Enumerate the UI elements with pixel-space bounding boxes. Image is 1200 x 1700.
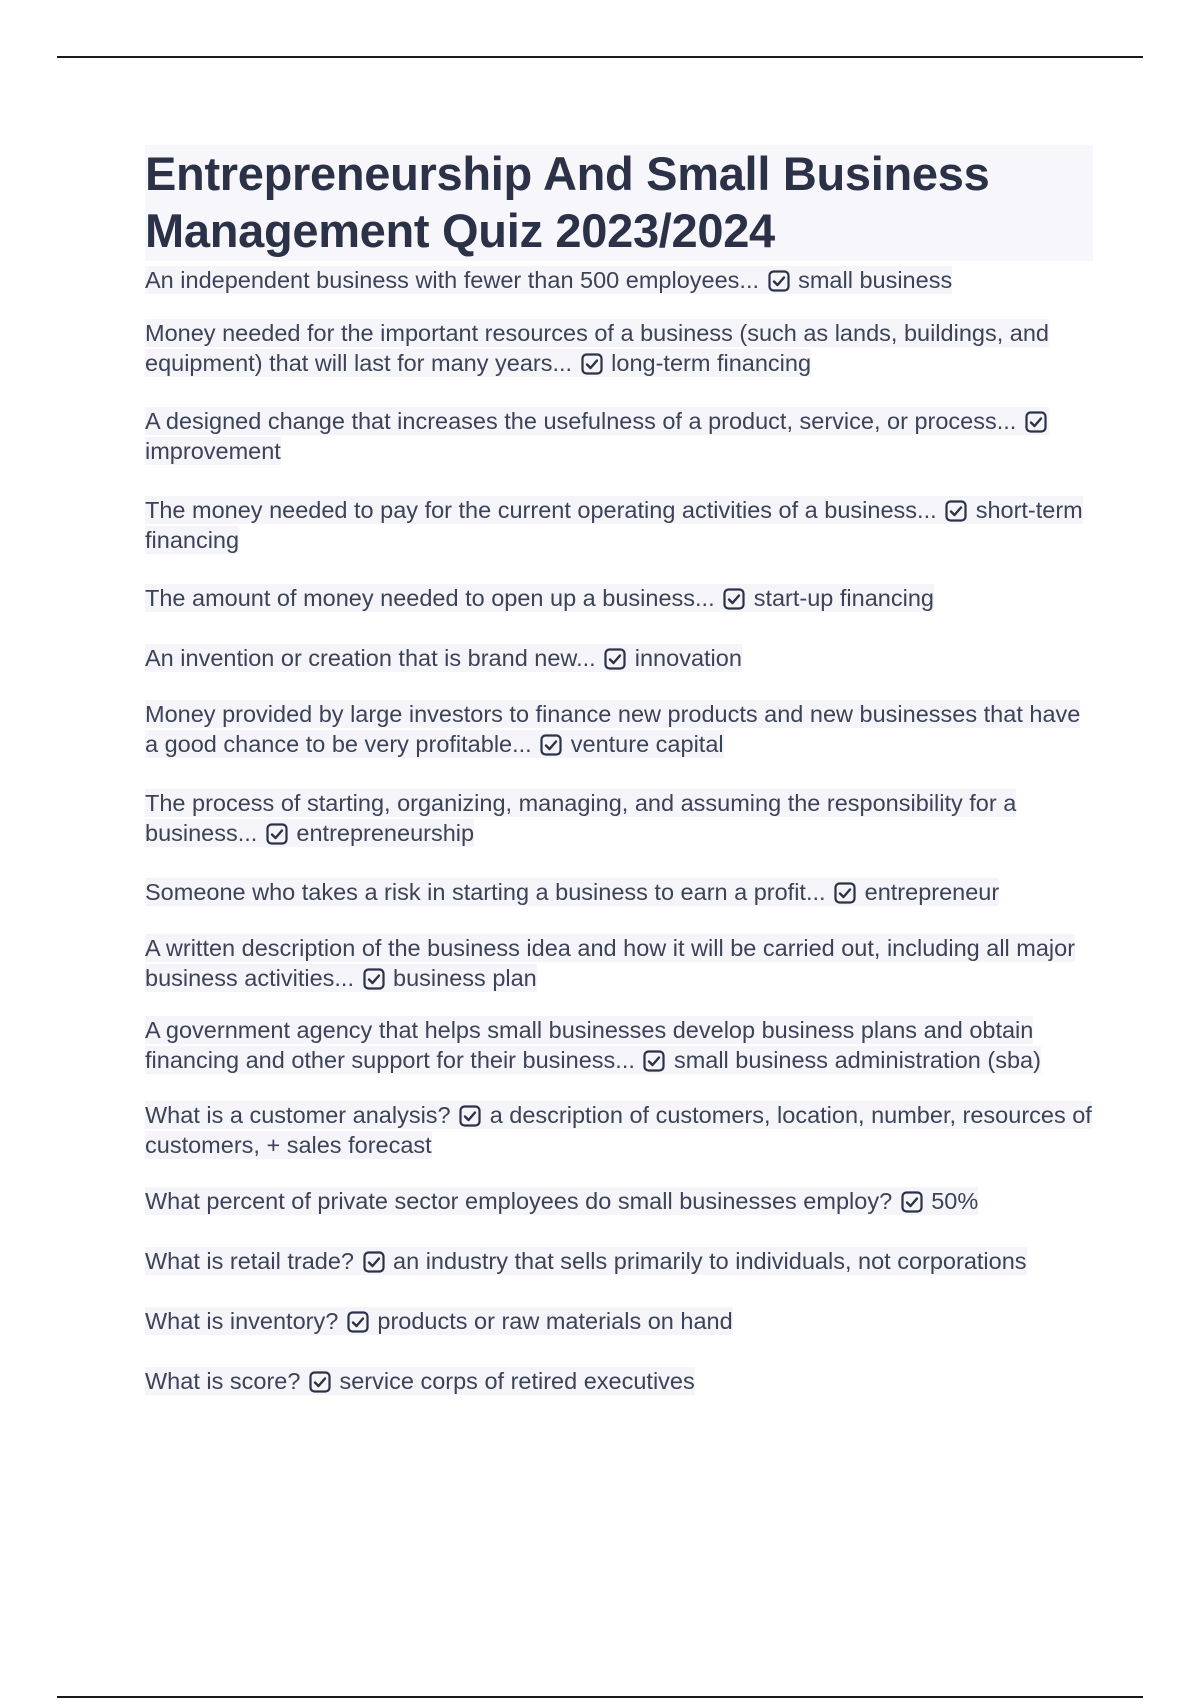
checkbox-checked-icon	[363, 1251, 385, 1273]
qa-item	[145, 1366, 1093, 1396]
qa-item	[145, 877, 1093, 907]
qa-item	[145, 643, 1093, 673]
header-rule	[57, 56, 1143, 58]
checkbox-checked-icon	[459, 1105, 481, 1127]
question-text: An invention or creation that is brand new...	[145, 645, 596, 671]
checkbox-checked-icon	[643, 1050, 665, 1072]
checkbox-checked-icon	[834, 882, 856, 904]
question-text: What is score?	[145, 1368, 301, 1394]
qa-item	[145, 583, 1093, 613]
qa-item	[145, 1186, 1093, 1216]
checkbox-checked-icon	[604, 648, 626, 670]
checkbox-checked-icon	[347, 1311, 369, 1333]
checkbox-checked-icon	[723, 588, 745, 610]
checkbox-checked-icon	[309, 1371, 331, 1393]
question-text: The amount of money needed to open up a business...	[145, 585, 715, 611]
question-text: Money needed for the important resources of a business (such as lands, buildings, and equipment) that will last for many years...	[145, 320, 1049, 376]
qa-item	[145, 406, 1093, 466]
qa-item	[145, 318, 1093, 378]
answer-text: products or raw materials on hand	[377, 1308, 733, 1334]
answer-text: improvement	[145, 438, 281, 464]
answer-text: entrepreneurship	[296, 820, 475, 846]
answer-text: an industry that sells primarily to individuals, not corporations	[393, 1248, 1027, 1274]
question-text: What is a customer analysis?	[145, 1102, 451, 1128]
answer-text: 50%	[931, 1188, 979, 1214]
answer-text: service corps of retired executives	[339, 1368, 695, 1394]
question-text: What is retail trade?	[145, 1248, 354, 1274]
checkbox-checked-icon	[363, 968, 385, 990]
qa-item	[145, 788, 1093, 848]
question-text: A written description of the business idea and how it will be carried out, including all major business activities...	[145, 935, 1076, 991]
answer-text: short-term financing	[145, 497, 1083, 553]
qa-item	[145, 699, 1093, 759]
question-text: What percent of private sector employees do small businesses employ?	[145, 1188, 893, 1214]
question-text: A designed change that increases the usefulness of a product, service, or process...	[145, 408, 1017, 434]
answer-text: venture capital	[570, 731, 724, 757]
document-title: Entrepreneurship And Small Business Management Quiz 2023/2024	[145, 145, 1093, 261]
question-text: Someone who takes a risk in starting a business to earn a profit...	[145, 879, 826, 905]
checkbox-checked-icon	[768, 270, 790, 292]
checkbox-checked-icon	[266, 823, 288, 845]
document-body	[145, 145, 1093, 1396]
qa-item	[145, 1306, 1093, 1336]
question-text: The money needed to pay for the current operating activities of a business...	[145, 497, 937, 523]
answer-text: entrepreneur	[864, 879, 1000, 905]
checkbox-checked-icon	[901, 1191, 923, 1213]
answer-text: long-term financing	[611, 350, 812, 376]
qa-item	[145, 933, 1093, 993]
footer-rule	[57, 1696, 1143, 1698]
answer-text: small business	[798, 267, 953, 293]
question-text: What is inventory?	[145, 1308, 339, 1334]
answer-text: start-up financing	[753, 585, 934, 611]
checkbox-checked-icon	[540, 734, 562, 756]
answer-text: business plan	[393, 965, 537, 991]
qa-list	[145, 265, 1093, 1396]
question-text: Money provided by large investors to finance new products and new businesses that have a good chance to be very profitable...	[145, 701, 1081, 757]
checkbox-checked-icon	[581, 353, 603, 375]
answer-text: a description of customers, location, number, resources of customers, + sales forecast	[145, 1102, 1092, 1158]
question-text: An independent business with fewer than 500 employees...	[145, 267, 760, 293]
question-text: A government agency that helps small businesses develop business plans and obtain financing and other support for their business...	[145, 1017, 1034, 1073]
answer-text: innovation	[634, 645, 742, 671]
qa-item	[145, 265, 1093, 295]
checkbox-checked-icon	[1025, 411, 1047, 433]
answer-text: small business administration (sba)	[673, 1047, 1041, 1073]
qa-item	[145, 495, 1093, 555]
checkbox-checked-icon	[945, 500, 967, 522]
qa-item	[145, 1015, 1093, 1075]
qa-item	[145, 1100, 1093, 1160]
qa-item	[145, 1246, 1093, 1276]
question-text: The process of starting, organizing, managing, and assuming the responsibility for a business...	[145, 790, 1017, 846]
